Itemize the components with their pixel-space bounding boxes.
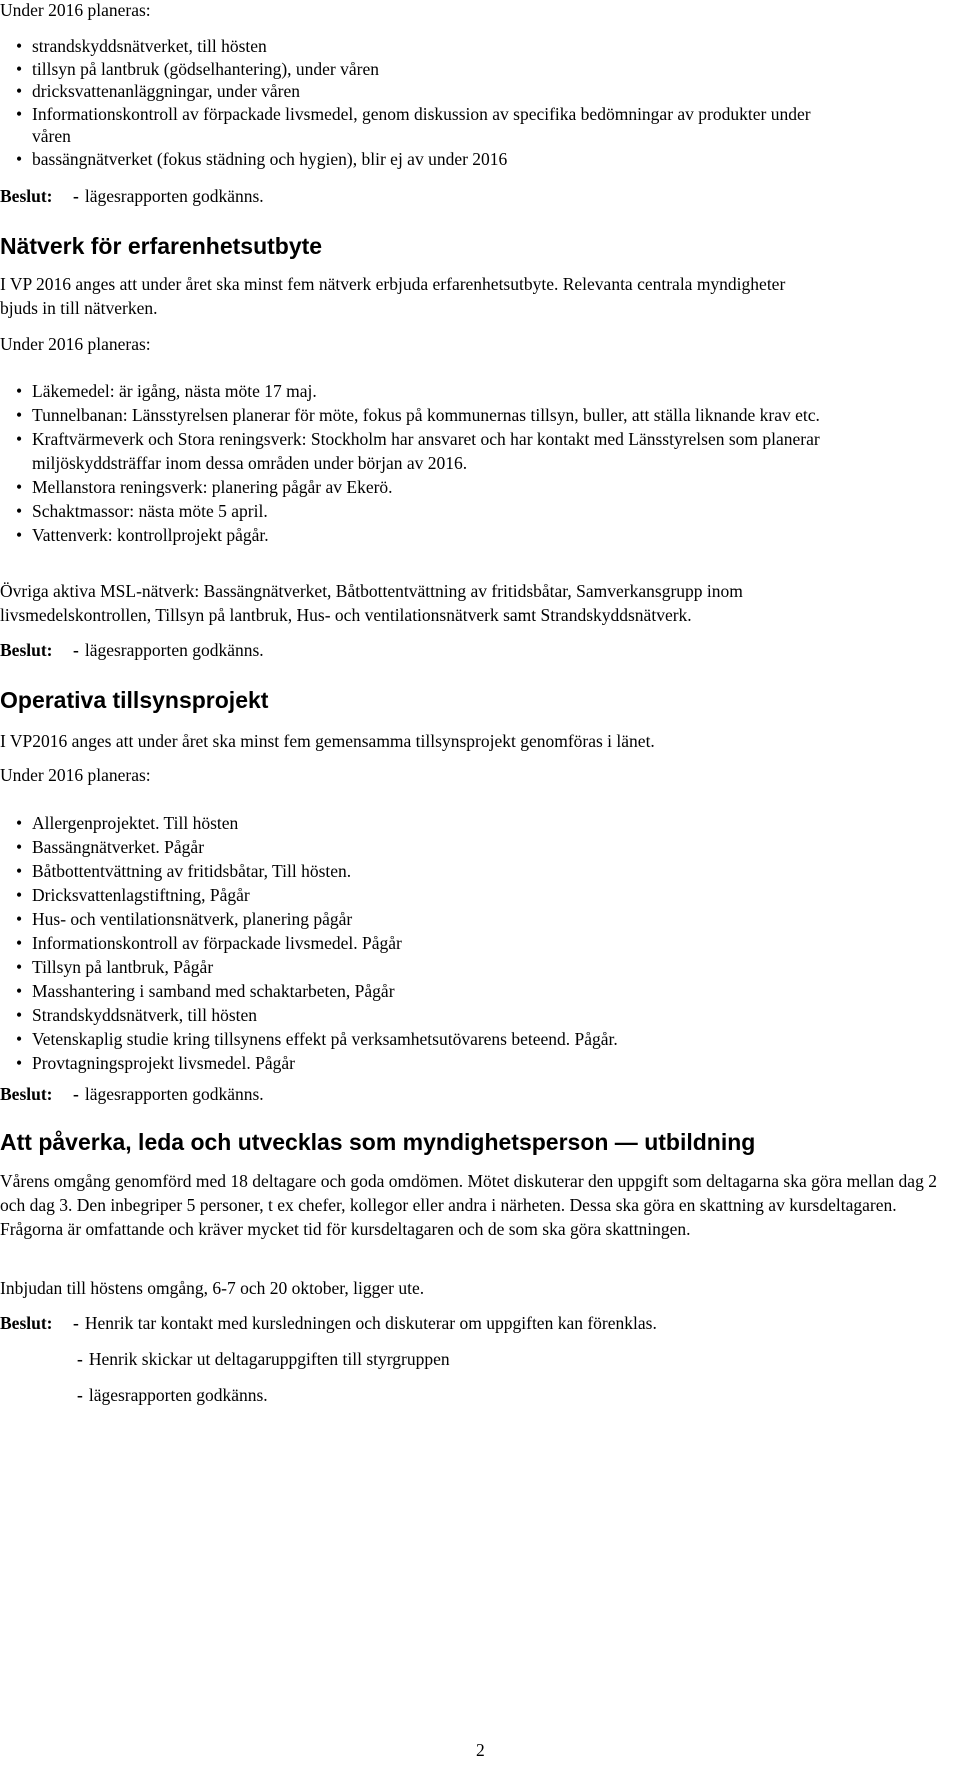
decision-text: Henrik skickar ut deltagaruppgiften till styrgruppen bbox=[88, 1349, 450, 1369]
intro-paragraph: I VP 2016 anges att under året ska minst fem nätverk erbjuda erfarenhetsutbyte. Relevanta centrala myndigheter bjuds in till nätverken. bbox=[0, 274, 786, 318]
decision bbox=[0, 184, 264, 208]
list-item: • Dricksvattenlagstiftning, Pågår bbox=[0, 883, 900, 907]
list-item: • Tillsyn på lantbruk, Pågår bbox=[0, 955, 900, 979]
list-item: • Kraftvärmeverk och Stora reningsverk: Stockholm har ansvaret och har kontakt med Länsstyrelsen som planerar miljöskyddsträffar inom dessa områden under början av 2016. bbox=[0, 427, 822, 475]
body-paragraph: Vårens omgång genomförd med 18 deltagare och goda omdömen. Mötet diskuterar den uppgift som deltagarna ska göra mellan dag 2 och dag 3. Den inbegriper 5 personer, t ex chefer, kollegor eller andra i närheten. Dessa ska göra en skattning av kursdeltagaren. Frågorna är omfattande och kräver mycket tid för kursdeltagaren och de som ska göra skattningen. bbox=[0, 1171, 937, 1239]
decision-label: Beslut: bbox=[0, 1084, 53, 1104]
intro-paragraph: I VP2016 anges att under året ska minst fem gemensamma tillsynsprojekt genomföras i länet. bbox=[0, 731, 655, 751]
list-item: • Hus- och ventilationsnätverk, planering pågår bbox=[0, 907, 900, 931]
list-item: • Läkemedel: är igång, nästa möte 17 maj. bbox=[0, 379, 850, 403]
section-title: Nätverk för erfarenhetsutbyte bbox=[0, 233, 323, 259]
list-item: • Masshantering i samband med schaktarbeten, Pågår bbox=[0, 979, 900, 1003]
dash: - bbox=[73, 1313, 79, 1333]
decision-item bbox=[77, 1383, 268, 1407]
planned-heading: Under 2016 planeras: bbox=[0, 334, 151, 354]
section-title: Att påverka, leda och utvecklas som myndighetsperson — utbildning bbox=[0, 1129, 756, 1155]
page-number: 2 bbox=[476, 1740, 485, 1760]
dash: - bbox=[73, 186, 79, 206]
list-item: • Informationskontroll av förpackade livsmedel, genom diskussion av specifika bedömningar av produkter under våren bbox=[0, 103, 822, 148]
list-item: • Allergenprojektet. Till hösten bbox=[0, 811, 900, 835]
section-title: Operativa tillsynsprojekt bbox=[0, 687, 269, 713]
list-item: • tillsyn på lantbruk (gödselhantering), under våren bbox=[0, 58, 900, 81]
planned-heading: Under 2016 planeras: bbox=[0, 0, 151, 20]
bullet-list bbox=[0, 811, 900, 1075]
decision-text: lägesrapporten godkänns. bbox=[84, 640, 264, 660]
list-item: • bassängnätverket (fokus städning och hygien), blir ej av under 2016 bbox=[0, 148, 900, 171]
list-item: • Tunnelbanan: Länsstyrelsen planerar för möte, fokus på kommunernas tillsyn, buller, att ställa liknande krav etc. bbox=[0, 403, 822, 427]
decision-label: Beslut: bbox=[0, 1313, 53, 1333]
dash: - bbox=[77, 1349, 83, 1369]
list-item: • Båtbottentvättning av fritidsbåtar, Till hösten. bbox=[0, 859, 900, 883]
body-paragraph: Inbjudan till höstens omgång, 6-7 och 20 oktober, ligger ute. bbox=[0, 1278, 425, 1298]
decision-text: lägesrapporten godkänns. bbox=[88, 1385, 268, 1405]
list-item: • Provtagningsprojekt livsmedel. Pågår bbox=[0, 1051, 900, 1075]
dash: - bbox=[73, 1084, 79, 1104]
bullet-list bbox=[0, 379, 850, 547]
bullet-list bbox=[0, 35, 900, 170]
decision bbox=[0, 1082, 264, 1106]
list-item: • Bassängnätverket. Pågår bbox=[0, 835, 900, 859]
list-item: • dricksvattenanläggningar, under våren bbox=[0, 80, 900, 103]
list-item: • strandskyddsnätverket, till hösten bbox=[0, 35, 900, 58]
decision-text: lägesrapporten godkänns. bbox=[84, 1084, 264, 1104]
list-item: • Informationskontroll av förpackade livsmedel. Pågår bbox=[0, 931, 900, 955]
decision-label: Beslut: bbox=[0, 640, 53, 660]
list-item: • Vetenskaplig studie kring tillsynens effekt på verksamhetsutövarens beteend. Pågår. bbox=[0, 1027, 900, 1051]
decision bbox=[0, 638, 264, 662]
decision-text: Henrik tar kontakt med kursledningen och diskuterar om uppgiften kan förenklas. bbox=[84, 1313, 657, 1333]
decision bbox=[0, 1311, 657, 1335]
dash: - bbox=[73, 640, 79, 660]
decision-label: Beslut: bbox=[0, 186, 53, 206]
decision-item bbox=[77, 1347, 450, 1371]
list-item: • Mellanstora reningsverk: planering pågår av Ekerö. bbox=[0, 475, 850, 499]
list-item: • Schaktmassor: nästa möte 5 april. bbox=[0, 499, 850, 523]
planned-heading: Under 2016 planeras: bbox=[0, 765, 151, 785]
list-item: • Strandskyddsnätverk, till hösten bbox=[0, 1003, 900, 1027]
other-networks-paragraph: Övriga aktiva MSL-nätverk: Bassängnätverket, Båtbottentvättning av fritidsbåtar, Samverkansgrupp inom livsmedelskontrollen, Tillsyn på lantbruk, Hus- och ventilationsnätverk samt Strandskyddsnätverk. bbox=[0, 581, 743, 625]
decision-text: lägesrapporten godkänns. bbox=[84, 186, 264, 206]
list-item: • Vattenverk: kontrollprojekt pågår. bbox=[0, 523, 850, 547]
dash: - bbox=[77, 1385, 83, 1405]
